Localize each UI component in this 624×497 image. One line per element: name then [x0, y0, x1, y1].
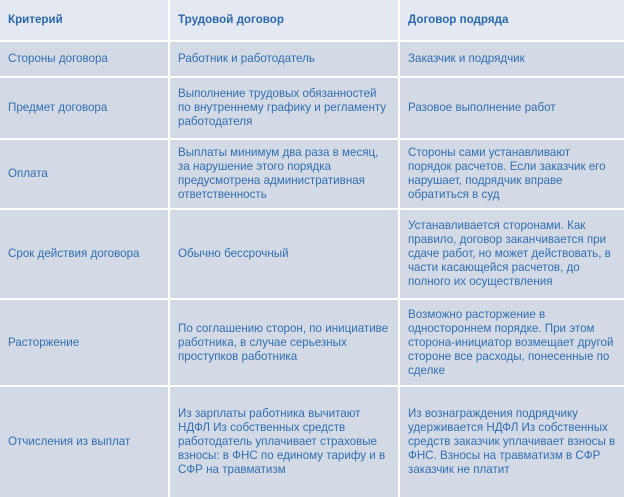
- header-labor-contract: Трудовой договор: [170, 0, 400, 42]
- row-contract-value: Устанавливается сторонами. Как правило, договор заканчивается при сдаче работ, но может действовать, в части касающейся расчетов, до полного их осуществления: [400, 210, 624, 300]
- table-row: [0, 387, 624, 497]
- row-labor-value: Из зарплаты работника вычитают НДФЛ Из собственных средств работодатель уплачивает страховые взносы: в ФНС по единому тарифу и в СФР на травматизм: [170, 387, 400, 497]
- row-criterion: Расторжение: [0, 300, 170, 387]
- table-row: [0, 210, 624, 300]
- row-labor-value: По соглашению сторон, по инициативе работника, в случае серьезных проступков работника: [170, 300, 400, 387]
- header-criterion: Критерий: [0, 0, 170, 42]
- row-labor-value: Обычно бессрочный: [170, 210, 400, 300]
- row-contract-value: Заказчик и подрядчик: [400, 42, 624, 78]
- row-contract-value: Разовое выполнение работ: [400, 78, 624, 140]
- row-criterion: Стороны договора: [0, 42, 170, 78]
- table-row: [0, 78, 624, 140]
- row-labor-value: Выполнение трудовых обязанностей по внутреннему графику и регламенту работодателя: [170, 78, 400, 140]
- row-criterion: Предмет договора: [0, 78, 170, 140]
- row-criterion: Отчисления из выплат: [0, 387, 170, 497]
- row-criterion: Оплата: [0, 140, 170, 210]
- table-header-row: [0, 0, 624, 42]
- table-row: [0, 300, 624, 387]
- row-labor-value: Выплаты минимум два раза в месяц, за нарушение этого порядка предусмотрена административная ответственность: [170, 140, 400, 210]
- row-contract-value: Стороны сами устанавливают порядок расчетов. Если заказчик его нарушает, подрядчик вправе обратиться в суд: [400, 140, 624, 210]
- row-labor-value: Работник и работодатель: [170, 42, 400, 78]
- row-contract-value: Из вознаграждения подрядчику удерживается НДФЛ Из собственных средств заказчик уплачивает взносы в ФНС. Взносы на травматизм в СФР заказчик не платит: [408, 407, 616, 476]
- table-row: [0, 140, 624, 210]
- row-contract-value: Возможно расторжение в одностороннем порядке. При этом сторона-инициатор возмещает другой стороне все расходы, понесенные по сделке: [400, 300, 624, 387]
- header-work-contract: Договор подряда: [400, 0, 624, 42]
- table-row: [0, 42, 624, 78]
- row-criterion: Срок действия договора: [0, 210, 170, 300]
